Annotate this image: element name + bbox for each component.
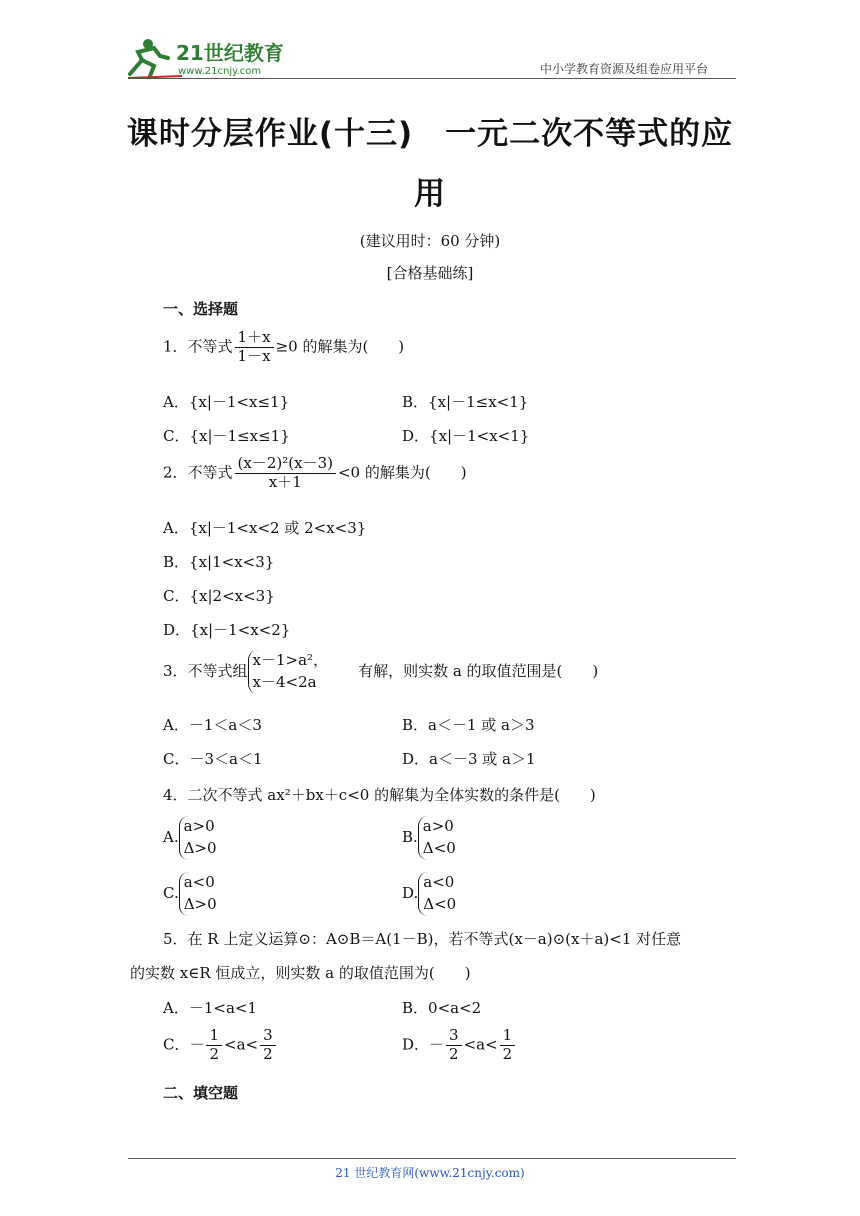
q5-stem-line2: 的实数 x∈R 恒成立，则实数 a 的取值范围为( )	[130, 964, 471, 982]
q1-option-d: D．{x|－1<x<1}	[402, 427, 530, 445]
q4-option-d	[402, 872, 456, 916]
q1-option-c: C．{x|－1≤x≤1}	[163, 427, 290, 445]
q2-prefix: 2．不等式	[163, 463, 233, 482]
q1-option-a: A．{x|－1<x≤1}	[163, 393, 290, 411]
q2-stem	[163, 456, 467, 491]
q3-prefix: 3．不等式组	[163, 661, 248, 680]
page-title-line2: 用	[414, 176, 446, 212]
level-label: [合格基础练]	[386, 264, 474, 282]
q2-option-c: C．{x|2<x<3}	[163, 587, 275, 605]
q3-system-line2: x－4<2a	[252, 672, 317, 691]
q5-c-frac2	[260, 1028, 276, 1063]
logo	[124, 34, 284, 80]
q5-stem-line1: 5．在 R 上定义运算⊙：A⊙B＝A(1－B)，若不等式(x－a)⊙(x＋a)<1 对任意	[163, 930, 682, 948]
q5-d-prefix: D．－	[402, 1035, 445, 1054]
q4-b-line1: a>0	[422, 817, 454, 835]
q5-c-prefix: C．－	[163, 1035, 205, 1054]
q3-system-line1: x－1>a²，	[252, 651, 329, 669]
q5-c-frac1-den: 2	[209, 1044, 220, 1063]
footer-divider	[128, 1158, 736, 1159]
section-choice-heading: 一、选择题	[163, 300, 239, 318]
q4-b-label: B.	[402, 827, 418, 846]
q2-option-d: D．{x|－1<x<2}	[163, 621, 291, 639]
q5-option-b: B．0<a<2	[402, 999, 482, 1017]
q5-option-a: A．－1<a<1	[163, 999, 257, 1017]
q5-d-frac2-num: 1	[500, 1028, 516, 1046]
q3-option-d: D．a＜－3 或 a＞1	[402, 750, 536, 768]
q2-denominator: x＋1	[268, 472, 302, 491]
q1-numerator: 1＋x	[235, 330, 274, 348]
q5-c-frac1	[206, 1028, 222, 1063]
q5-d-frac2-den: 2	[502, 1044, 513, 1063]
q4-a-brace	[179, 816, 217, 860]
q4-option-c	[163, 872, 217, 916]
q5-d-mid: <a<	[463, 1035, 498, 1054]
q1-fraction	[235, 330, 274, 365]
q2-fraction	[235, 456, 336, 491]
q4-a-line1: a>0	[183, 817, 215, 835]
q5-d-frac1	[446, 1028, 462, 1063]
q3-stem	[163, 650, 598, 694]
q5-c-frac1-num: 1	[206, 1028, 222, 1046]
q1-option-b: B．{x|－1≤x<1}	[402, 393, 529, 411]
q2-option-a: A．{x|－1<x<2 或 2<x<3}	[163, 519, 367, 537]
q4-option-b	[402, 816, 456, 860]
q5-c-frac2-den: 2	[263, 1044, 273, 1063]
q4-b-line2: Δ<0	[422, 838, 456, 857]
q3-option-a: A．－1＜a＜3	[163, 716, 262, 734]
section-fill-heading: 二、填空题	[163, 1084, 239, 1102]
q5-c-mid: <a<	[224, 1035, 259, 1054]
q4-c-label: C.	[163, 883, 179, 902]
q2-suffix: <0 的解集为( )	[337, 463, 467, 482]
q4-a-label: A.	[163, 827, 179, 846]
q4-option-a	[163, 816, 217, 860]
q4-c-line2: Δ>0	[183, 894, 217, 913]
q4-c-line1: a<0	[183, 873, 215, 891]
page-title-line1: 课时分层作业(十三) 一元二次不等式的应	[126, 116, 734, 152]
time-note: (建议用时：60 分钟)	[359, 232, 501, 250]
q4-d-line1: a<0	[423, 873, 455, 891]
q3-system-brace	[248, 650, 329, 694]
q2-option-b: B．{x|1<x<3}	[163, 553, 275, 571]
q4-d-brace	[418, 872, 456, 916]
q4-a-line2: Δ>0	[183, 838, 217, 857]
q3-suffix: 有解，则实数 a 的取值范围是( )	[358, 661, 599, 680]
q4-d-label: D.	[402, 883, 419, 902]
q4-d-line2: Δ<0	[423, 894, 457, 913]
q5-c-frac2-num: 3	[260, 1028, 276, 1046]
q4-b-brace	[418, 816, 456, 860]
q5-option-c	[163, 1028, 278, 1063]
q1-denominator: 1－x	[237, 346, 271, 365]
header-platform-text: 中小学教育资源及组卷应用平台	[540, 62, 709, 76]
q3-option-c: C．－3＜a＜1	[163, 750, 263, 768]
q1-prefix: 1．不等式	[163, 337, 233, 356]
runner-logo-icon	[124, 34, 284, 80]
q3-option-b: B．a＜－1 或 a＞3	[402, 716, 535, 734]
logo-text: 21世纪教育	[176, 41, 284, 65]
q1-suffix: ≥0 的解集为( )	[275, 337, 405, 356]
q4-c-brace	[179, 872, 217, 916]
q4-stem: 4．二次不等式 ax²＋bx＋c<0 的解集为全体实数的条件是( )	[163, 786, 596, 804]
q5-d-frac1-num: 3	[446, 1028, 462, 1046]
q5-d-frac2	[500, 1028, 516, 1063]
q2-numerator: (x－2)²(x－3)	[235, 456, 336, 474]
footer-link[interactable]: 21 世纪教育网(www.21cnjy.com)	[335, 1166, 525, 1180]
q1-stem	[163, 330, 404, 365]
logo-url: www.21cnjy.com	[178, 66, 262, 77]
q5-d-frac1-den: 2	[449, 1044, 459, 1063]
header-divider	[128, 78, 736, 79]
q5-option-d	[402, 1028, 517, 1063]
